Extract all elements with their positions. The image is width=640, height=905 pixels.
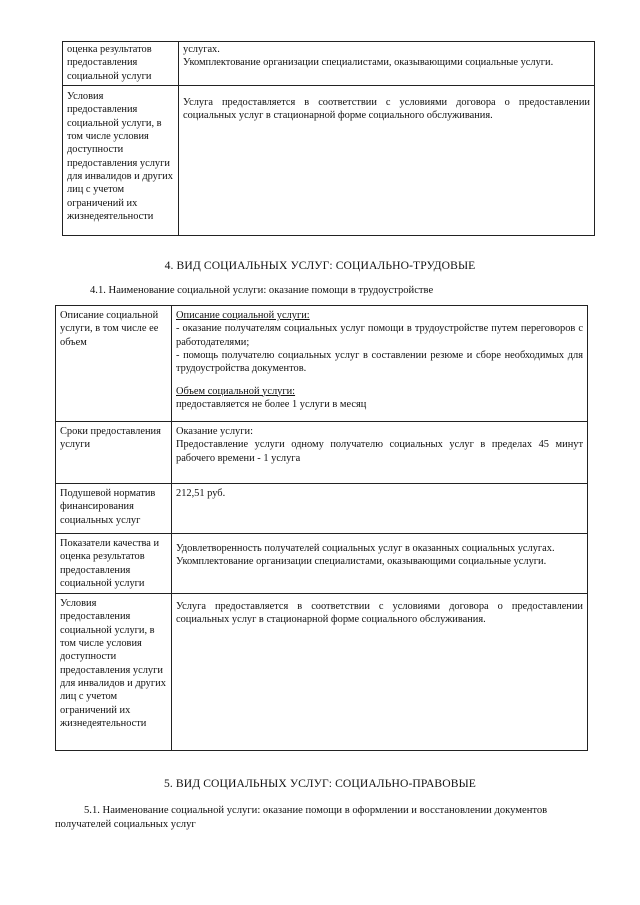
section-subheading: 4.1. Наименование социальной услуги: оказание помощи в трудоустройстве (90, 285, 434, 296)
row-text-line: Укомплектование организации специалистами, оказывающими социальные услуги. (183, 57, 554, 69)
section-subheading: 5.1. Наименование социальной услуги: оказание помощи в оформлении и восстановлении документов (84, 805, 548, 816)
quality-text: Удовлетворенность получателей социальных услуг в оказанных социальных услугах. (176, 543, 555, 554)
row-label: Условия предоставления социальной услуги, в том числе условия доступности предоставления услуги для инвалидов и других лиц с учетом ограничений их жизнедеятельности (56, 594, 172, 751)
table-row (63, 42, 595, 86)
row-content (172, 534, 588, 594)
section-heading: 4. ВИД СОЦИАЛЬНЫХ УСЛУГ: СОЦИАЛЬНО-ТРУДОВЫЕ (164, 259, 476, 272)
quality-text: Укомплектование организации специалистами, оказывающими социальные услуги. (176, 556, 547, 568)
table-row (56, 422, 588, 484)
row-content (172, 306, 588, 422)
table-row (63, 86, 595, 236)
row-content (172, 422, 588, 484)
row-label: Подушевой норматив финансирования социальных услуг (56, 484, 172, 534)
row-label: Сроки предоставления услуги (56, 422, 172, 484)
row-text-line: услугах. (183, 44, 220, 55)
description-item: - помощь получателю социальных услуг в составлении резюме и сборе необходимых для трудоустройства документов. (176, 349, 583, 375)
section-subheading-cont: получателей социальных услуг (55, 819, 196, 830)
terms-text: Предоставление услуги одному получателю социальных услуг в пределах 45 минут рабочего времени - 1 услуга (176, 439, 583, 464)
row-label: Условия предоставления социальной услуги, в том числе условия доступности предоставления услуги для инвалидов и других лиц с учетом ограничений их жизнедеятельности (63, 86, 179, 236)
row-content: Услуга предоставляется в соответствии с условиями договора о предоставлении социальных услуг в стационарной форме социального обслуживания. (172, 594, 588, 751)
service-table (55, 305, 588, 751)
table-row (56, 594, 588, 751)
table-row (56, 484, 588, 534)
volume-title: Объем социальной услуги: (176, 385, 296, 397)
terms-title: Оказание услуги: (176, 426, 253, 437)
description-item: - оказание получателям социальных услуг помощи в трудоустройстве путем переговоров с работодателями; (176, 323, 583, 348)
table-row (56, 534, 588, 594)
table-row (56, 306, 588, 422)
norm-value: 212,51 руб. (172, 484, 588, 534)
description-title: Описание социальной услуги: (176, 310, 310, 321)
row-content (179, 42, 595, 86)
row-label: оценка результатов предоставления социальной услуги (63, 42, 179, 86)
row-content: Услуга предоставляется в соответствии с условиями договора о предоставлении социальных услуг в стационарной форме социального обслуживания. (179, 86, 595, 236)
row-label: Описание социальной услуги, в том числе ее объем (56, 306, 172, 422)
row-label: Показатели качества и оценка результатов предоставления социальной услуги (56, 534, 172, 594)
volume-text: предоставляется не более 1 услуги в месяц (176, 398, 367, 410)
table-continuation (62, 41, 595, 236)
section-heading: 5. ВИД СОЦИАЛЬНЫХ УСЛУГ: СОЦИАЛЬНО-ПРАВОВЫЕ (164, 777, 476, 790)
